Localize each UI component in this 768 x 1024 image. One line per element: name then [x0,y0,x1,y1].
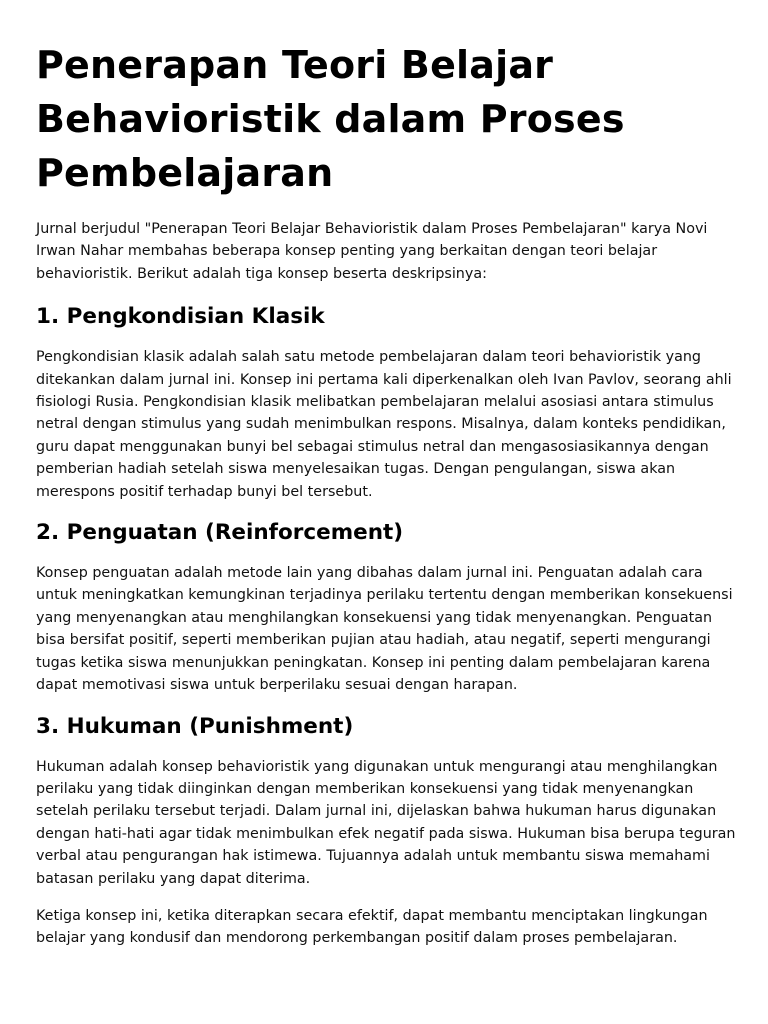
section-heading: 1. Pengkondisian Klasik [36,304,325,330]
section-body: Hukuman adalah konsep behavioristik yang digunakan untuk mengurangi atau menghilangkan perilaku yang tidak diinginkan dengan memberikan konsekuensi yang tidak menyenangkan setelah perilaku tersebut terjadi. Dalam jurnal ini, dijelaskan bahwa hukuman harus digunakan dengan hati-hati agar tidak menimbulkan efek negatif pada siswa. Hukuman bisa berupa teguran verbal atau pengurangan hak istimewa. Tujuannya adalah untuk membantu siswa memahami batasan perilaku yang dapat diterima. [36,758,736,887]
closing-paragraph: Ketiga konsep ini, ketika diterapkan secara efektif, dapat membantu menciptakan lingkungan belajar yang kondusif dan mendorong perkembangan positif dalam proses pembelajaran. [36,907,708,947]
section-penguatan [36,518,736,696]
document-page [36,38,736,950]
section-pengkondisian-klasik [36,302,736,503]
document-title: Penerapan Teori Belajar Behavioristik dalam Proses Pembelajaran [36,43,625,195]
section-heading: 2. Penguatan (Reinforcement) [36,520,404,546]
section-body: Pengkondisian klasik adalah salah satu metode pembelajaran dalam teori behavioristik yang ditekankan dalam jurnal ini. Konsep ini pertama kali diperkenalkan oleh Ivan Pavlov, seorang ahli fisiologi Rusia. Pengkondisian klasik melibatkan pembelajaran melalui asosiasi antara stimulus netral dengan stimulus yang sudah menimbulkan respons. Misalnya, dalam konteks pendidikan, guru dapat menggunakan bunyi bel sebagai stimulus netral dan mengasosiasikannya dengan pemberian hadiah setelah siswa menyelesaikan tugas. Dengan pengulangan, siswa akan merespons positif terhadap bunyi bel tersebut. [36,349,732,500]
section-body: Konsep penguatan adalah metode lain yang dibahas dalam jurnal ini. Penguatan adalah cara untuk meningkatkan kemungkinan terjadinya perilaku tertentu dengan memberikan konsekuensi yang menyenangkan atau menghilangkan konsekuensi yang tidak menyenangkan. Penguatan bisa bersifat positif, seperti memberikan pujian atau hadiah, atau negatif, seperti mengurangi tugas ketika siswa menunjukkan peningkatan. Konsep ini penting dalam pembelajaran karena dapat memotivasi siswa untuk berperilaku sesuai dengan harapan. [36,565,733,694]
section-hukuman [36,712,736,890]
intro-paragraph: Jurnal berjudul "Penerapan Teori Belajar Behavioristik dalam Proses Pembelajaran" karya Novi Irwan Nahar membahas beberapa konsep penting yang berkaitan dengan teori belajar behavioristik. Berikut adalah tiga konsep beserta deskripsinya: [36,221,708,282]
section-heading: 3. Hukuman (Punishment) [36,713,354,739]
